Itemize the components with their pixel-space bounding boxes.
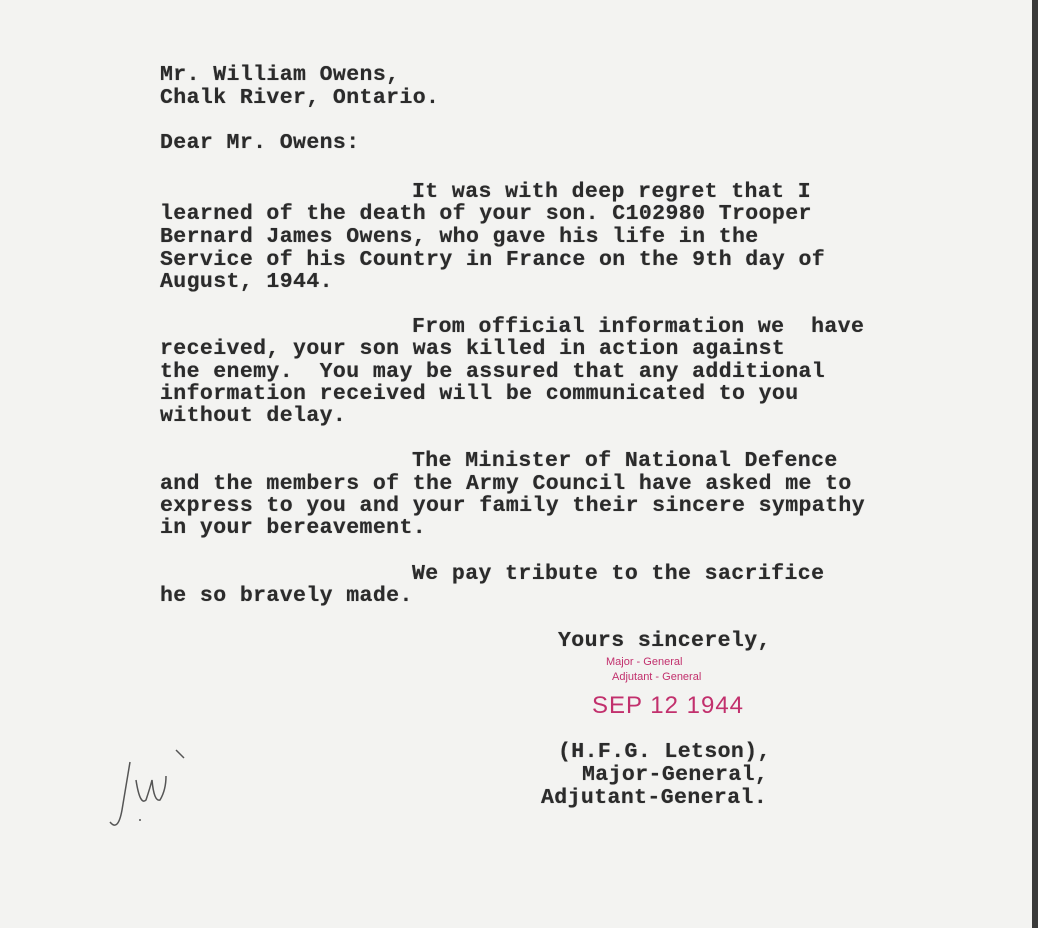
paragraph-2-line: From official information we have [412,315,865,339]
recipient-name: Mr. William Owens, [160,63,400,87]
signature-name: (H.F.G. Letson), [558,740,771,764]
stamp-title: Adjutant - General [612,671,702,683]
paragraph-3-line: The Minister of National Defence [412,449,838,473]
signature-title: Adjutant-General. [541,786,768,810]
paragraph-3-line: in your bereavement. [160,516,427,540]
paragraph-1-line: It was with deep regret that I [412,180,812,204]
stamp-rank: Major - General [606,656,683,668]
signature-rank: Major-General, [582,763,769,787]
paragraph-1-line: Bernard James Owens, who gave his life in the [160,225,759,249]
date-stamp: SEP 12 1944 [592,692,745,719]
paragraph-3-line: and the members of the Army Council have asked me to [160,472,852,496]
handwritten-initials [100,740,200,840]
paragraph-2-line: received, your son was killed in action against [160,337,786,361]
recipient-address: Chalk River, Ontario. [160,86,440,110]
paragraph-3-line: express to you and your family their sincere sympathy [160,494,866,518]
paragraph-2-line: information received will be communicated to you [160,382,799,406]
paragraph-4-line: he so bravely made. [160,584,413,608]
page-edge [1032,0,1038,928]
paragraph-2-line: the enemy. You may be assured that any additional [160,360,826,384]
paragraph-1-line: August, 1944. [160,270,333,294]
paragraph-2-line: without delay. [160,404,347,428]
salutation: Dear Mr. Owens: [160,131,360,155]
paragraph-1-line: learned of the death of your son. C102980 Trooper [160,202,812,226]
closing: Yours sincerely, [558,629,771,653]
paragraph-1-line: Service of his Country in France on the 9th day of [160,248,826,272]
paragraph-4-line: We pay tribute to the sacrifice [412,562,825,586]
